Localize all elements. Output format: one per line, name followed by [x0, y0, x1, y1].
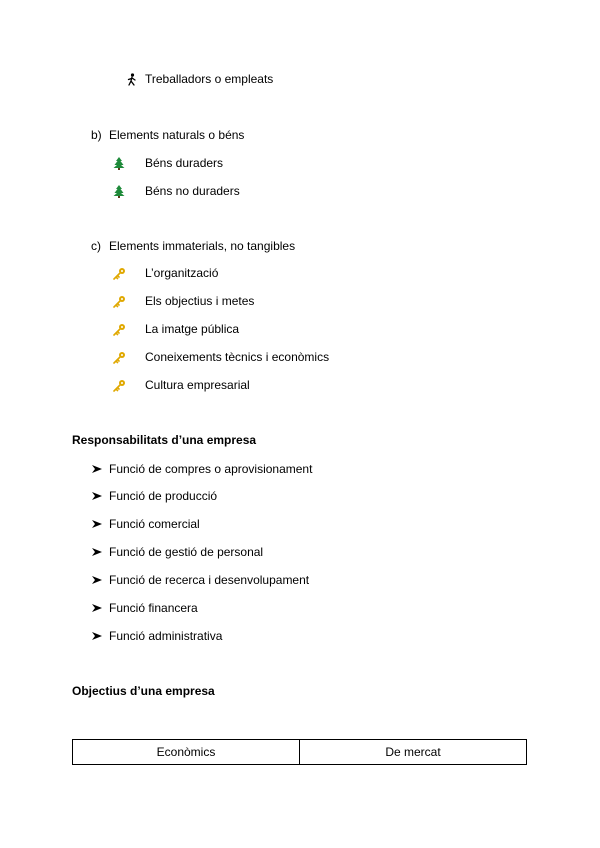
list-item: Els objectius i metes — [145, 294, 255, 308]
arrowhead-bullet-icon — [91, 517, 103, 531]
key-icon — [112, 322, 126, 336]
list-item: Funció de recerca i desenvolupament — [109, 573, 310, 587]
list-item: Cultura empresarial — [145, 378, 250, 392]
key-icon — [112, 350, 126, 364]
list-item: Funció comercial — [109, 517, 200, 531]
intro-item-label: Treballadors o empleats — [145, 72, 274, 86]
key-icon — [112, 294, 126, 308]
tree-icon — [112, 156, 126, 170]
list-item: Funció administrativa — [109, 629, 223, 643]
list-item: Béns duraders — [145, 156, 224, 170]
objectives-table — [72, 739, 527, 765]
arrowhead-bullet-icon — [91, 629, 103, 643]
person-icon — [125, 72, 139, 86]
list-item: Funció de producció — [109, 489, 218, 503]
list-item: Funció de gestió de personal — [109, 545, 264, 559]
responsibilities-heading: Responsabilitats d’una empresa — [72, 433, 257, 447]
key-icon — [112, 378, 126, 392]
list-item: Funció financera — [109, 601, 198, 615]
list-item: Béns no duraders — [145, 184, 240, 198]
list-item: Coneixements tècnics i econòmics — [145, 350, 330, 364]
table-header-cell: De mercat — [300, 740, 527, 765]
arrowhead-bullet-icon — [91, 489, 103, 503]
section-b-title: Elements naturals o béns — [109, 128, 245, 142]
table-header-cell: Econòmics — [73, 740, 300, 765]
objectives-heading: Objectius d’una empresa — [72, 684, 215, 698]
table-row — [73, 740, 527, 765]
tree-icon — [112, 184, 126, 198]
list-item: La imatge pública — [145, 322, 240, 336]
arrowhead-bullet-icon — [91, 601, 103, 615]
key-icon — [112, 266, 126, 280]
list-item: Funció de compres o aprovisionament — [109, 462, 313, 476]
arrowhead-bullet-icon — [91, 573, 103, 587]
section-b-marker: b) — [91, 128, 102, 142]
arrowhead-bullet-icon — [91, 545, 103, 559]
list-item: L’organització — [145, 266, 219, 280]
section-c-title: Elements immaterials, no tangibles — [109, 239, 296, 253]
arrowhead-bullet-icon — [91, 462, 103, 476]
section-c-marker: c) — [91, 239, 101, 253]
